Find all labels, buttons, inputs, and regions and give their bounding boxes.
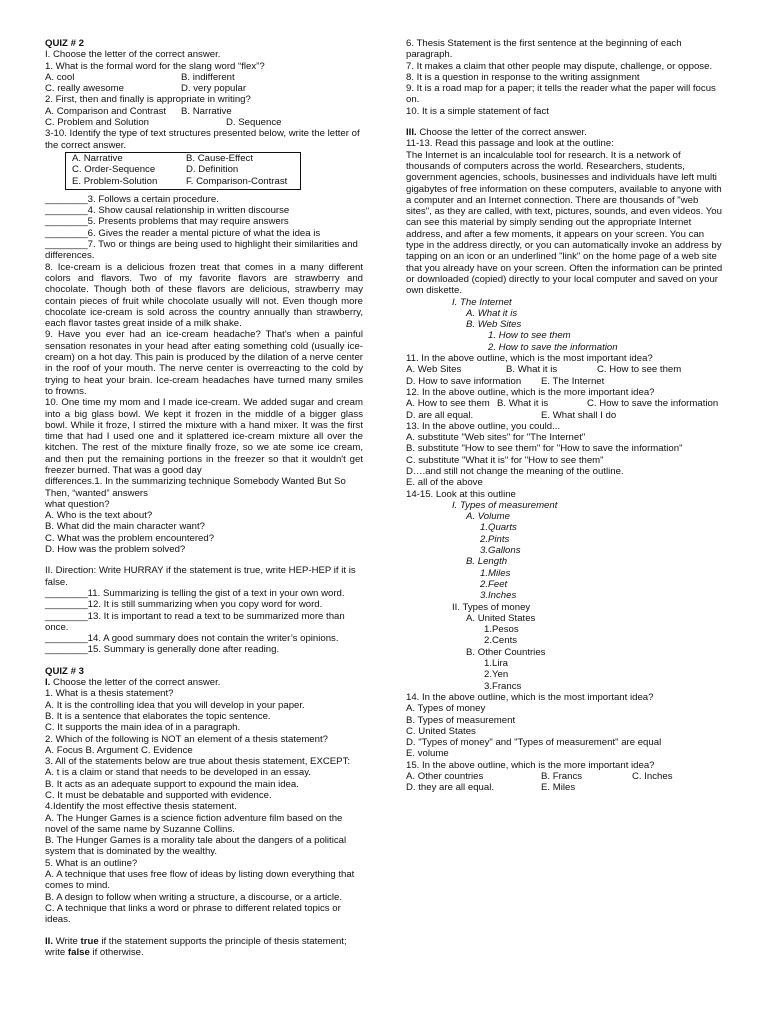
quiz2-item-4: ________4. Show causal relationship in written discourse [45, 205, 290, 217]
quiz3-part2-false: false [67, 946, 90, 958]
quiz3-q11-option-e: E. The Internet [541, 375, 605, 387]
outline1-line-4: 1. How to see them [488, 330, 571, 342]
quiz3-q14-option-c: C. United States [406, 725, 476, 737]
quiz2-item-12: ________12. It is still summarizing when you copy word for word. [45, 599, 323, 611]
outline2-line-9: 3.Inches [480, 590, 517, 602]
outline2-line-4: 2.Pints [480, 533, 510, 545]
quiz3-q12-option-a: A. How to see them [406, 398, 490, 410]
quiz2-sq-option-d: D. How was the problem solved? [45, 544, 186, 556]
quiz3-q13: 13. In the above outline, you could... [406, 420, 561, 432]
quiz3-q4-option-a: A. The Hunger Games is a science fiction adventure film based on the novel of the same name by Suzanne Collins. [45, 812, 343, 835]
quiz3-q5-option-b: B. A design to follow when writing a structure, a discourse, or a article. [45, 891, 343, 903]
quiz2-q1-option-c: C. really awesome [45, 83, 124, 95]
quiz2-item-15: ________15. Summary is generally done after reading. [45, 644, 280, 656]
quiz3-q3-option-a: A. t is a claim or stand that needs to be developed in an essay. [45, 767, 311, 779]
quiz3-statement-10: 10. It is a simple statement of fact [406, 105, 549, 117]
quiz2-what-question: what question? [45, 498, 110, 510]
quiz2-summarizing-question: differences.1. In the summarizing technique Somebody Wanted But So Then, “wanted” answers [45, 476, 346, 499]
outline3-line-7: 2.Yen [484, 669, 509, 681]
quiz3-part2-instruction [45, 936, 363, 959]
outline2-line-6: B. Length [466, 556, 508, 568]
quiz3-q2-options: A. Focus B. Argument C. Evidence [45, 744, 193, 756]
quiz3-q11: 11. In the above outline, which is the most important idea? [406, 353, 653, 365]
quiz2-item-3: ________3. Follows a certain procedure. [45, 193, 219, 205]
quiz2-item-5: ________5. Presents problems that may require answers [45, 216, 289, 228]
quiz3-statement-6: 6. Thesis Statement is the first sentence at the beginning of each paragraph. [406, 38, 682, 61]
quiz3-q13-option-b: B. substitute "How to see them" for "How to save the information" [406, 443, 683, 455]
left-column [45, 38, 363, 958]
quiz3-q13-option-e: E. all of the above [406, 477, 483, 489]
outline2-line-3: 1.Quarts [480, 522, 517, 534]
quiz2-part2-instruction: II. Direction: Write HURRAY if the statement is true, write HEP-HEP if it is false. [45, 565, 356, 588]
quiz2-q1-option-b: B. indifferent [181, 71, 235, 83]
quiz3-q14-option-d: D. "Types of money" and "Types of measurement" are equal [406, 737, 662, 749]
outline3-line-2: A. United States [466, 612, 536, 624]
quiz3-q12-option-d: D. are all equal. [406, 409, 474, 421]
quiz3-q13-option-a: A. substitute "Web sites" for "The Internet" [406, 432, 586, 444]
quiz3-statement-9: 9. It is a road map for a paper; it tells the reader what the paper will focus on. [406, 83, 716, 106]
quiz3-q12-option-c: C. How to save the information [587, 398, 719, 410]
outline1-line-1: I. The Internet [452, 296, 512, 308]
quiz3-q2: 2. Which of the following is NOT an element of a thesis statement? [45, 733, 328, 745]
quiz3-q1: 1. What is a thesis statement? [45, 688, 174, 700]
quiz3-q5-option-c: C. A technique that links a word or phrase to different related topics or ideas. [45, 902, 341, 926]
quiz2-item-10: 10. One time my mom and I made ice-cream. We added sugar and cream into a big glass bowl. We kept it frozen in the middle of a bigger glass bowl. While it froze, I stirred the mixture with a hand mixer. It was the first time that had I used one and it splattered ice-cream mixture all over the kitchen. The rest of the mixture finally froze, so we ate some ice cream, and then put the remaining portions in the freezer so that it wouldn't get freezer burned. That was a good day [45, 397, 363, 476]
quiz3-part1-instruction [45, 677, 363, 688]
quiz2-title: QUIZ # 2 [45, 38, 84, 49]
quiz2-item-8: 8. Ice-cream is a delicious frozen treat that comes in a many different colors and flavors. Two of my favorite flavors are strawberry and chocolate. Though both of these flavors are delicious, strawberry may contain pieces of fruit while chocolate usually will not. Even though more chocolate ice-cream is sold across the country annually than strawberry, each flavor tastes great inside of a milk shake. [45, 261, 363, 330]
outline3-line-3: 1.Pesos [484, 624, 519, 636]
quiz3-part2-number: II. [45, 935, 53, 947]
quiz2-item-11: ________11. Summarizing is telling the gist of a text in your own word. [45, 587, 345, 599]
quiz2-q1: 1. What is the formal word for the slang word “flex”? [45, 60, 265, 72]
quiz3-q14-option-b: B. Types of measurement [406, 714, 516, 726]
quiz3-part2-true: true [80, 935, 99, 947]
quiz3-part3-text: Choose the letter of the correct answer. [416, 127, 587, 139]
quiz2-q1-option-a: A. cool [45, 71, 75, 83]
quiz2-q2-option-a: A. Comparison and Contrast [45, 105, 167, 117]
quiz3-q12-option-b: B. What it is [497, 398, 549, 410]
choice-d: D. Definition [186, 164, 239, 176]
quiz2-item-7: ________7. Two or things are being used to highlight their similarities and differences. [45, 239, 358, 262]
quiz3-part2-text-b: if the statement supports the principle of thesis statement; write [45, 935, 347, 958]
quiz2-q2: 2. First, then and finally is appropriate in writing? [45, 94, 251, 106]
outline1-line-3: B. Web Sites [466, 319, 522, 331]
text-structure-choices-box [65, 152, 301, 190]
quiz3-q5: 5. What is an outline? [45, 857, 138, 869]
outline1-line-5: 2. How to save the information [488, 341, 618, 353]
quiz3-q14: 14. In the above outline, which is the most important idea? [406, 691, 654, 703]
quiz2-item-6: ________6. Gives the reader a mental picture of what the idea is [45, 227, 321, 239]
quiz3-q5-option-a: A. A technique that uses free flow of ideas by listing down everything that comes to mind. [45, 869, 355, 892]
outline3-line-5: B. Other Countries [466, 646, 546, 658]
quiz2-part1-instruction: I. Choose the letter of the correct answer. [45, 49, 221, 61]
outline2-line-1: I. Types of measurement [452, 499, 558, 511]
quiz3-q14-option-e: E. volume [406, 748, 449, 760]
quiz3-q3-option-b: B. It acts as an adequate support to expound the main idea. [45, 778, 299, 790]
quiz2-sq-option-b: B. What did the main character want? [45, 521, 205, 533]
quiz3-q15-option-b: B. Francs [541, 771, 583, 782]
quiz3-q1-option-a: A. It is the controlling idea that you will develop in your paper. [45, 699, 305, 711]
quiz3-part3-instruction [406, 127, 724, 138]
quiz3-q14-option-a: A. Types of money [406, 703, 486, 715]
quiz2-sq-option-c: C. What was the problem encountered? [45, 532, 215, 544]
quiz3-q12: 12. In the above outline, which is the more important idea? [406, 386, 655, 398]
right-column [406, 38, 724, 794]
quiz3-part1-text: Choose the letter of the correct answer. [50, 677, 221, 689]
quiz3-q13-option-c: C. substitute "What it is" for "How to see them" [406, 454, 604, 466]
quiz3-part3-number: III. [406, 127, 417, 139]
quiz2-q2-option-b: B. Narrative [181, 105, 232, 117]
quiz3-q15-option-d: D. they are all equal. [406, 782, 494, 794]
outline1-line-2: A. What it is [466, 307, 518, 319]
quiz2-item-13: ________13. It is important to read a text to be summarized more than once. [45, 610, 345, 633]
quiz3-part2-text-a: Write [53, 935, 81, 947]
outline2-line-7: 1.Miles [480, 567, 511, 579]
quiz3-q11-option-c: C. How to see them [597, 364, 682, 376]
quiz3-q1-option-c: C. It supports the main idea of in a paragraph. [45, 722, 241, 734]
choice-a: A. Narrative [72, 152, 123, 164]
quiz3-q14-15-instruction: 14-15. Look at this outline [406, 488, 516, 500]
quiz3-q3: 3. All of the statements below are true about thesis statement, EXCEPT: [45, 756, 351, 768]
quiz2-item-9: 9. Have you ever had an ice-cream headache? That's when a painful sensation resonates in your head after eating something cold (usually ice-cream) on a hot day. This pain is produced by the dilation of a nerve center in the roof of your mouth. The nerve center is overreacting to the cold by trying to heat your brain. Ice-cream headaches have turned many smiles to frowns. [45, 329, 363, 397]
outline3-line-4: 2.Cents [484, 635, 518, 647]
outline3-line-8: 3.Francs [484, 680, 522, 692]
quiz3-q12-option-e: E. What shall I do [541, 409, 617, 421]
outline3-line-1: II. Types of money [452, 601, 531, 613]
quiz2-q3-10-instruction: 3-10. Identify the type of text structures presented below, write the letter of the correct answer. [45, 128, 360, 151]
quiz3-statement-7: 7. It makes a claim that other people may dispute, challenge, or oppose. [406, 60, 713, 72]
outline3-line-6: 1.Lira [484, 658, 508, 670]
outline2-line-2: A. Volume [466, 511, 510, 523]
quiz3-title: QUIZ # 3 [45, 665, 84, 677]
internet-passage: The Internet is an incalculable tool for research. It is a network of thousands of computers across the world. Researchers, students, government agencies, schools, businesses and individuals have left multi gigabytes of free information on these computers, available to anyone with a computer and an Internet connection. There are thousands of "web sites", as they are called, with text, pictures, sounds, and even videos. You can see this material by simply sending out the appropriate Internet address, and after a few moments, it appears on your screen. You can type in the address directly, or you can automatically invoke an address by tapping on an icon or an underlined "link" on the home page of a web site that you already have on your screen. Often the information can be printed or downloaded (copied) directly to your local computer and saved on your own diskette. [406, 149, 723, 297]
quiz3-q4-option-b: B. The Hunger Games is a morality tale about the dangers of a political system that is dominated by the wealthy. [45, 835, 347, 858]
quiz2-item-14: ________14. A good summary does not contain the writer’s opinions. [45, 633, 339, 645]
quiz3-q15-option-e: E. Miles [541, 782, 576, 794]
quiz3-q4: 4.Identify the most effective thesis statement. [45, 801, 237, 813]
quiz2-q2-option-c: C. Problem and Solution [45, 117, 149, 129]
quiz3-q13-option-d: D….and still not change the meaning of the outline. [406, 465, 624, 477]
choice-e: E. Problem-Solution [72, 175, 158, 187]
quiz3-part2-text-c: if otherwise. [89, 946, 144, 958]
outline2-line-5: 3.Gallons [480, 545, 521, 557]
quiz3-q15-option-c: C. Inches [632, 771, 673, 782]
quiz3-q11-option-b: B. What it is [506, 364, 558, 376]
quiz3-q15: 15. In the above outline, which is the more important idea? [406, 759, 655, 771]
quiz3-q1-option-b: B. It is a sentence that elaborates the topic sentence. [45, 710, 271, 722]
choice-c: C. Order-Sequence [72, 164, 156, 176]
choice-b: B. Cause-Effect [186, 152, 254, 164]
quiz3-q3-option-c: C. It must be debatable and supported with evidence. [45, 790, 272, 801]
outline2-line-8: 2.Feet [480, 578, 508, 590]
quiz3-q11-option-d: D. How to save information [406, 375, 522, 387]
quiz3-q11-13-instruction: 11-13. Read this passage and look at the outline: [406, 138, 614, 150]
quiz2-q1-option-d: D. very popular [181, 83, 247, 95]
choice-f: F. Comparison-Contrast [186, 175, 288, 187]
quiz3-part1-number: I. [45, 677, 51, 689]
quiz2-sq-option-a: A. Who is the text about? [45, 510, 153, 522]
quiz3-statement-8: 8. It is a question in response to the writing assignment [406, 71, 640, 83]
quiz2-q2-option-d: D. Sequence [226, 117, 282, 129]
quiz3-q11-option-a: A. Web Sites [406, 364, 462, 376]
quiz3-q15-option-a: A. Other countries [406, 771, 484, 782]
